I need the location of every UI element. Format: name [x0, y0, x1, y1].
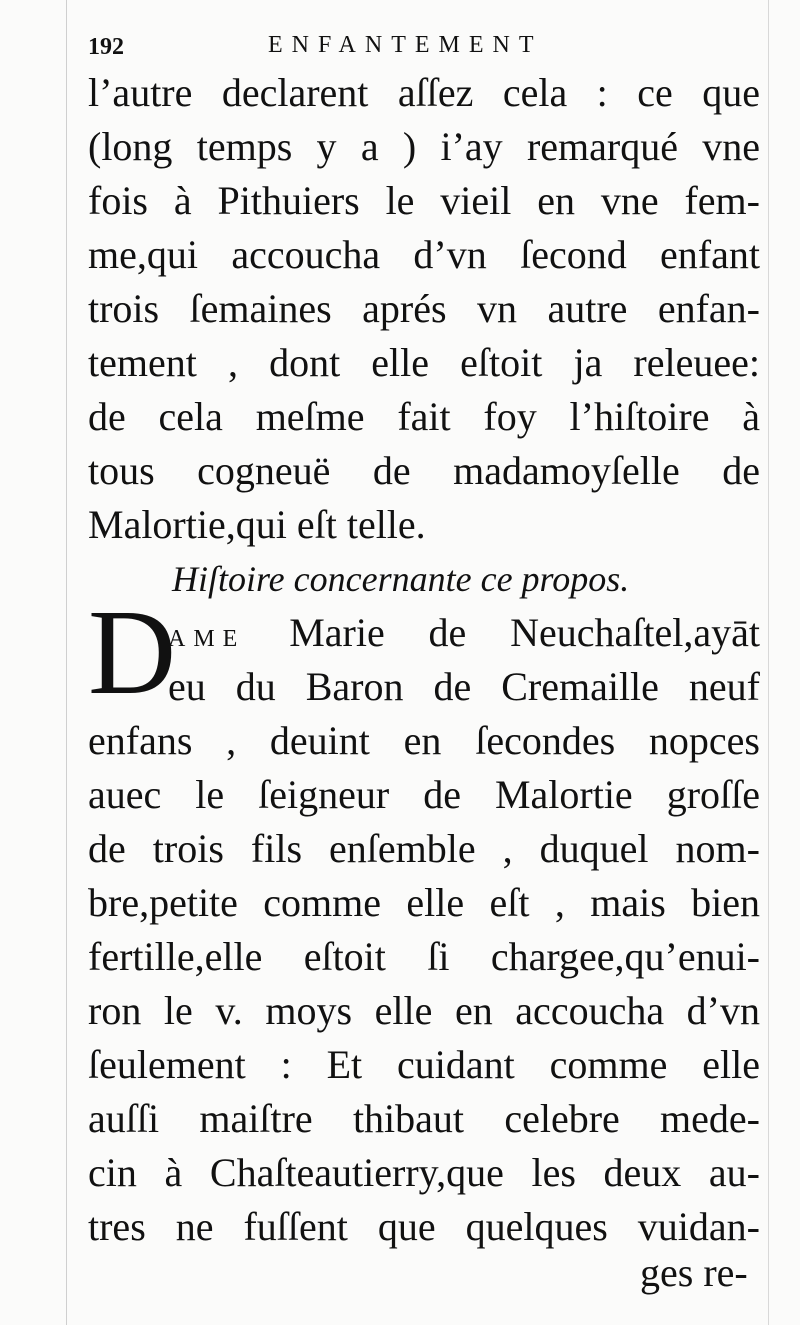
text-line: fertille,elle eſtoit ſi chargee,qu’enui- — [88, 934, 760, 979]
text-line: Malortie,qui eſt telle. — [88, 502, 426, 547]
text-line: tres ne fuſſent que quelques vuidan- — [88, 1204, 760, 1249]
catchword: ges re- — [640, 1250, 748, 1295]
first-line-text: Marie de Neuchaſtel,ayāt — [289, 610, 760, 655]
page-left-edge — [66, 0, 67, 1325]
page-header — [88, 28, 758, 68]
text-block — [88, 66, 760, 1254]
text-line: tement , dont elle eſtoit ja releuee: — [88, 340, 760, 385]
section-subheading: Hiſtoire concernante ce propos. — [172, 559, 630, 599]
text-line: de trois fils enſemble , duquel nom- — [88, 826, 760, 871]
text-line: cin à Chaſteautierry,que les deux au- — [88, 1150, 760, 1195]
drop-cap: D — [88, 585, 177, 720]
text-line: me,qui accoucha d’vn ſecond enfant — [88, 232, 760, 277]
text-line: l’autre declarent aſſez cela : ce que — [88, 70, 760, 115]
text-line: auec le ſeigneur de Malortie groſſe — [88, 772, 760, 817]
first-paragraph-line — [88, 606, 760, 660]
text-line: tous cogneuë de madamoyſelle de — [88, 448, 760, 493]
text-line: eu du Baron de Cremaille neuf — [168, 664, 760, 709]
smallcaps-word: AME — [168, 626, 246, 652]
text-line: enfans , deuint en ſecondes nopces — [88, 718, 760, 763]
text-line: trois ſemaines aprés vn autre enfan- — [88, 286, 760, 331]
text-line: ron le v. moys elle en accoucha d’vn — [88, 988, 760, 1033]
text-line: de cela meſme fait foy l’hiſtoire à — [88, 394, 760, 439]
running-title: ENFANTEMENT — [268, 32, 543, 58]
text-line: ſeulement : Et cuidant comme elle — [88, 1042, 760, 1087]
text-line: (long temps y a ) i’ay remarqué vne — [88, 124, 760, 169]
text-line: bre,petite comme elle eſt , mais bien — [88, 880, 760, 925]
text-line: fois à Pithuiers le vieil en vne fem- — [88, 178, 760, 223]
page-right-edge — [768, 0, 769, 1325]
text-line: auſſi maiſtre thibaut celebre mede- — [88, 1096, 760, 1141]
page-number: 192 — [88, 34, 124, 60]
